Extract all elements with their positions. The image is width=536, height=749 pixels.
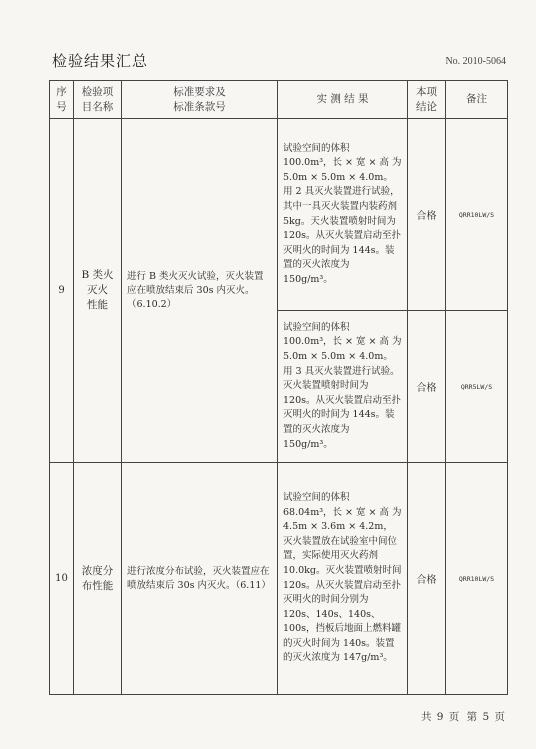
- header-index: [50, 81, 74, 119]
- remark: QRR10LW/S: [446, 463, 508, 695]
- current-page: 第 5 页: [466, 711, 506, 723]
- result-text: 试验空间的体积 100.0m³，长 × 宽 × 高 为 5.0m × 5.0m × 4.0m。用 2 具灭火装置进行试验，其中一具灭火装置内装药剂 5kg。天火装置喷射时间为 120s。从灭火装置启动至扑灭明火的时间为 144s。装置的灭火浓度为 150g/m³。: [278, 119, 408, 311]
- header-index-text: 序 号: [56, 85, 67, 113]
- table-row: [50, 463, 508, 695]
- header-standard: [122, 81, 278, 119]
- header-remark-text: 备注: [466, 93, 487, 105]
- total-pages: 共 9 页: [420, 711, 461, 723]
- header-verdict-text: 本项 结论: [416, 85, 437, 113]
- header-row: [50, 81, 508, 119]
- header-standard-text: 标准要求及 标准条款号: [173, 85, 226, 113]
- report-number: No. 2010-5064: [445, 56, 506, 67]
- row-item-name-text: 浓度分 布性能: [81, 564, 114, 592]
- header-item: [74, 81, 122, 119]
- row-requirement: 进行 B 类火灭火试验，灭火装置应在喷放结束后 30s 内灭火。（6.10.2）: [122, 119, 278, 463]
- verdict: 合格: [408, 463, 446, 695]
- results-table: [49, 80, 508, 695]
- remark: QRR5LW/S: [446, 311, 508, 463]
- header-result: [278, 81, 408, 119]
- verdict: 合格: [408, 119, 446, 311]
- row-item-name: [74, 119, 122, 463]
- header-item-text: 检验项 目名称: [81, 85, 114, 113]
- header-result-text: 实 测 结 果: [316, 93, 369, 105]
- page-footer: [419, 709, 506, 724]
- remark: QRR10LW/S: [446, 119, 508, 311]
- row-item-name: [74, 463, 122, 695]
- page-title: 检验结果汇总: [52, 52, 149, 70]
- header-verdict: [408, 81, 446, 119]
- row-index: 10: [50, 463, 74, 695]
- verdict: 合格: [408, 311, 446, 463]
- result-text: 试验空间的体积 68.04m³，长 × 宽 × 高 为 4.5m × 3.6m × 4.2m，灭火装置放在试验室中间位置，实际使用灭火药剂 10.0kg。灭火装置喷射时间 120s。从灭火装置启动至扑灭明火的时间分别为 120s、140s、140s、100s，挡板后地面上燃料罐的灭火时间为 140s。装置的灭火浓度为 147g/m³。: [278, 463, 408, 695]
- row-item-name-text: B 类火 灭火 性能: [81, 269, 114, 311]
- row-requirement: 进行浓度分布试验，灭火装置应在喷放结束后 30s 内灭火。（6.11）: [122, 463, 278, 695]
- header-remark: [446, 81, 508, 119]
- row-index: 9: [50, 119, 74, 463]
- table-row: [50, 119, 508, 311]
- result-text: 试验空间的体积 100.0m³，长 × 宽 × 高 为 5.0m × 5.0m × 4.0m。用 3 具灭火装置进行试验。灭火装置喷射时间为 120s。从灭火装置启动至扑灭明火的时间为 144s。装置的灭火浓度为 150g/m³。: [278, 311, 408, 463]
